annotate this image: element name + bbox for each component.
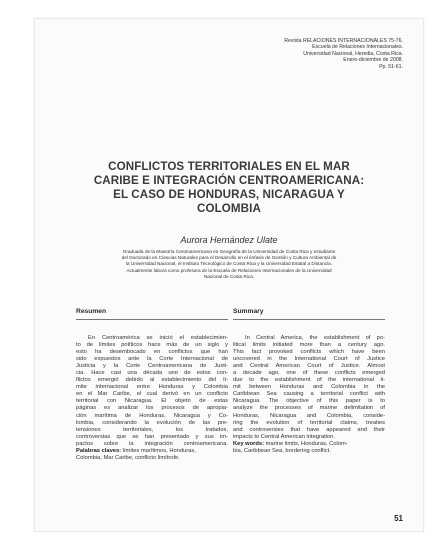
summary-keywords (233, 441, 385, 448)
summary-line: a decade ago, one of these conflicts emerged (233, 370, 385, 377)
summary-line: mit between Honduras and Colombia in the (233, 384, 385, 391)
resumen-keywords-line: Colombia, Mar Caribe, conflicto limítrofe. (76, 454, 180, 461)
summary-line: Honduras, Nicaragua and Colombia, conside- (233, 412, 385, 419)
affiliation-line: Actualmente labora como profesora de la Escuela de Relaciones Internacionales de la Universidad (126, 267, 332, 273)
affiliation-line: del Doctorado en Ciencias Naturales para el Desarrollo en el énfasis de Gestión y Cultura Ambiental de (121, 255, 337, 261)
resumen-keywords-label: Palabras claves: (76, 447, 122, 454)
resumen-line: pactos sobre la integración centroamericana. (76, 440, 228, 447)
article-page (34, 18, 424, 532)
journal-header-line: Universidad Nacional, Heredia, Costa Rica. (303, 50, 403, 57)
resumen-line: controversias que se han presentado y sus im- (76, 433, 228, 440)
summary-line: impacts to Central American integration. (233, 433, 335, 440)
summary-keywords-line: bia, Caribbean Sea, bordering conflict. (233, 447, 331, 454)
summary-divider (233, 319, 385, 320)
resumen-line: territorial con Nicaragua. El objeto de estas (76, 398, 228, 405)
article-title (55, 160, 403, 216)
summary-line: Caribbean Sea causing a territorial conflict with (233, 391, 385, 398)
title-line: EL CASO DE HONDURAS, NICARAGUA Y (113, 188, 345, 201)
title-line: COLOMBIA (197, 202, 261, 215)
summary-line: In Central America, the establishment of po- (245, 335, 385, 341)
journal-header-line: Escuela de Relaciones Internacionales. (312, 44, 403, 51)
summary-keywords-text: marine limits, Honduras, Colom- (264, 440, 348, 447)
resumen-keywords (76, 448, 228, 455)
resumen-line: lombia, considerando la evolución de las pre- (76, 419, 228, 426)
resumen-column (76, 308, 228, 462)
resumen-line: to de límites políticos hace más de un siglo y (76, 342, 228, 349)
resumen-divider (76, 319, 228, 320)
journal-header-line: Pp. 51-61. (379, 63, 403, 70)
resumen-line: cia. Hace casi una década uno de estos con- (76, 370, 228, 377)
resumen-line: flictos emergió debido al establecimiento del lí- (76, 377, 228, 384)
affiliation-line: Graduada de la Maestría Centroamericana en Geografía de la Universidad de Costa Rica y estudiante (122, 249, 336, 254)
summary-line: litical limits initiated more than a century ago. (233, 342, 385, 349)
resumen-line: ción marítima de Honduras, Nicaragua y Co- (76, 412, 228, 419)
resumen-line: sido expuestos ante la Corte Internacional de (76, 356, 228, 363)
resumen-line: páginas es analizar los procesos de apropia- (76, 405, 228, 412)
resumen-line: en el Mar Caribe, el cual derivó en un conflicto (76, 391, 228, 398)
resumen-line: Justicia y la Corte Centroamericana de Justi- (76, 363, 228, 370)
summary-column (233, 308, 385, 455)
summary-line: uncovered in the International Court of Justice (233, 356, 385, 363)
summary-line: This fact provoked conflicts which have been (233, 349, 385, 356)
title-line: CARIBE E INTEGRACIÓN CENTROAMERICANA: (93, 174, 365, 187)
summary-line: analyze the processes of marine delimitation of (233, 405, 385, 412)
resumen-line: mite internacional entre Honduras y Colombia (76, 384, 228, 391)
summary-heading: Summary (233, 308, 264, 315)
title-line: CONFLICTOS TERRITORIALES EN EL MAR (108, 160, 350, 173)
summary-line: and controversies that have appeared and their (233, 426, 385, 433)
author-affiliation (81, 249, 377, 280)
resumen-line: tensiones territoriales, los tratados, (76, 426, 228, 433)
journal-header-line: Revista RELACIONES INTERNACIONALES 75-76. (284, 38, 403, 44)
affiliation-line: Nacional de Costa Rica. (203, 273, 255, 279)
summary-line: Nicaragua. The objective of this paper is to (233, 398, 385, 405)
journal-header-line: Enero-diciembre de 2008. (343, 57, 403, 64)
affiliation-line: la Universidad Nacional, el Instituto Tecnológico de Costa Rica y la Universidad Estatal a Distancia. (125, 261, 332, 267)
summary-line: ring the evolution of territorial claims, treaties (233, 419, 385, 426)
resumen-body (76, 335, 228, 462)
summary-keywords-label: Key words: (233, 440, 264, 447)
resumen-line: En Centroamérica se inició el establecimien- (88, 335, 228, 341)
summary-line: due to the establishment of the international li- (233, 377, 385, 384)
page-number: 51 (394, 514, 403, 523)
journal-header (203, 38, 403, 70)
resumen-line: esto ha desembocado en conflictos que han (76, 349, 228, 356)
summary-body (233, 335, 385, 455)
summary-line: and Central American Court of Justice. Almost (233, 363, 385, 370)
author-name: Aurora Hernández Ulate (180, 235, 278, 245)
resumen-heading: Resumen (76, 308, 107, 315)
resumen-keywords-text: límites marítimos, Honduras, (121, 447, 196, 454)
